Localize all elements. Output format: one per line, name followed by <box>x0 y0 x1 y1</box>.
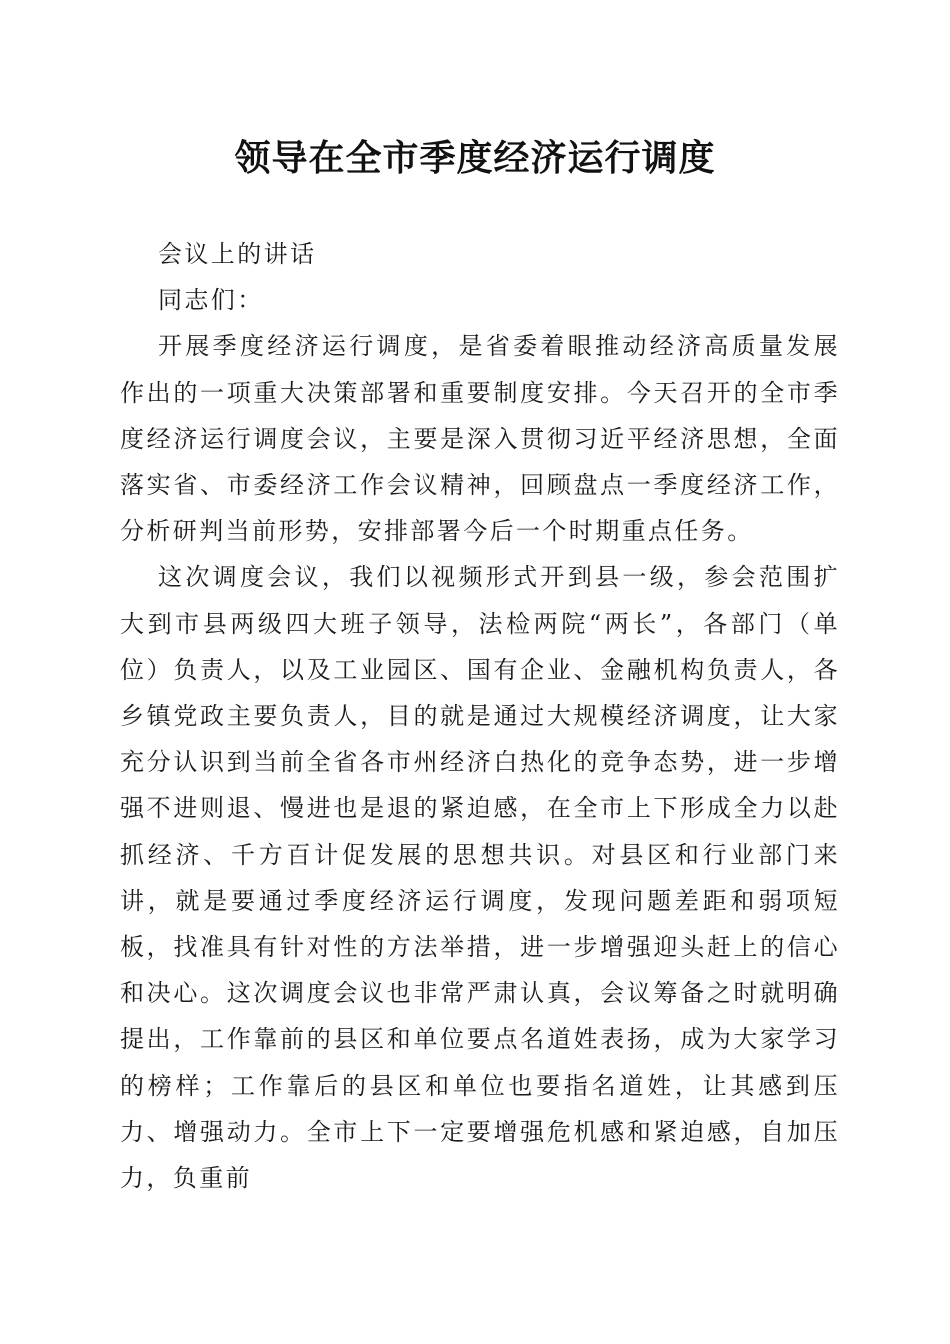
document-body <box>120 231 840 1201</box>
paragraph: 这次调度会议，我们以视频形式开到县一级，参会范围扩大到市县两级四大班子领导，法检两院“两长”，各部门（单位）负责人，以及工业园区、国有企业、金融机构负责人，各乡镇党政主要负责人，目的就是通过大规模经济调度，让大家充分认识到当前全省各市州经济白热化的竞争态势，进一步增强不进则退、慢进也是退的紧迫感，在全市上下形成全力以赴抓经济、千方百计促发展的思想共识。对县区和行业部门来讲，就是要通过季度经济运行调度，发现问题差距和弱项短板，找准具有针对性的方法举措，进一步增强迎头赶上的信心和决心。这次调度会议也非常严肃认真，会议筹备之时就明确提出，工作靠前的县区和单位要点名道姓表扬，成为大家学习的榜样；工作靠后的县区和单位也要指名道姓，让其感到压力、增强动力。全市上下一定要增强危机感和紧迫感，自加压力，负重前 <box>120 563 840 1193</box>
document-title: 领导在全市季度经济运行调度 <box>234 138 716 179</box>
document-salutation: 同志们： <box>158 286 264 315</box>
document-subtitle: 会议上的讲话 <box>158 240 317 268</box>
paragraph: 开展季度经济运行调度，是省委着眼推动经济高质量发展作出的一项重大决策部署和重要制度安排。今天召开的全市季度经济运行调度会议，主要是深入贯彻习近平经济思想，全面落实省、市委经济工作会议精神，回顾盘点一季度经济工作，分析研判当前形势，安排部署今后一个时期重点任务。 <box>120 332 840 546</box>
